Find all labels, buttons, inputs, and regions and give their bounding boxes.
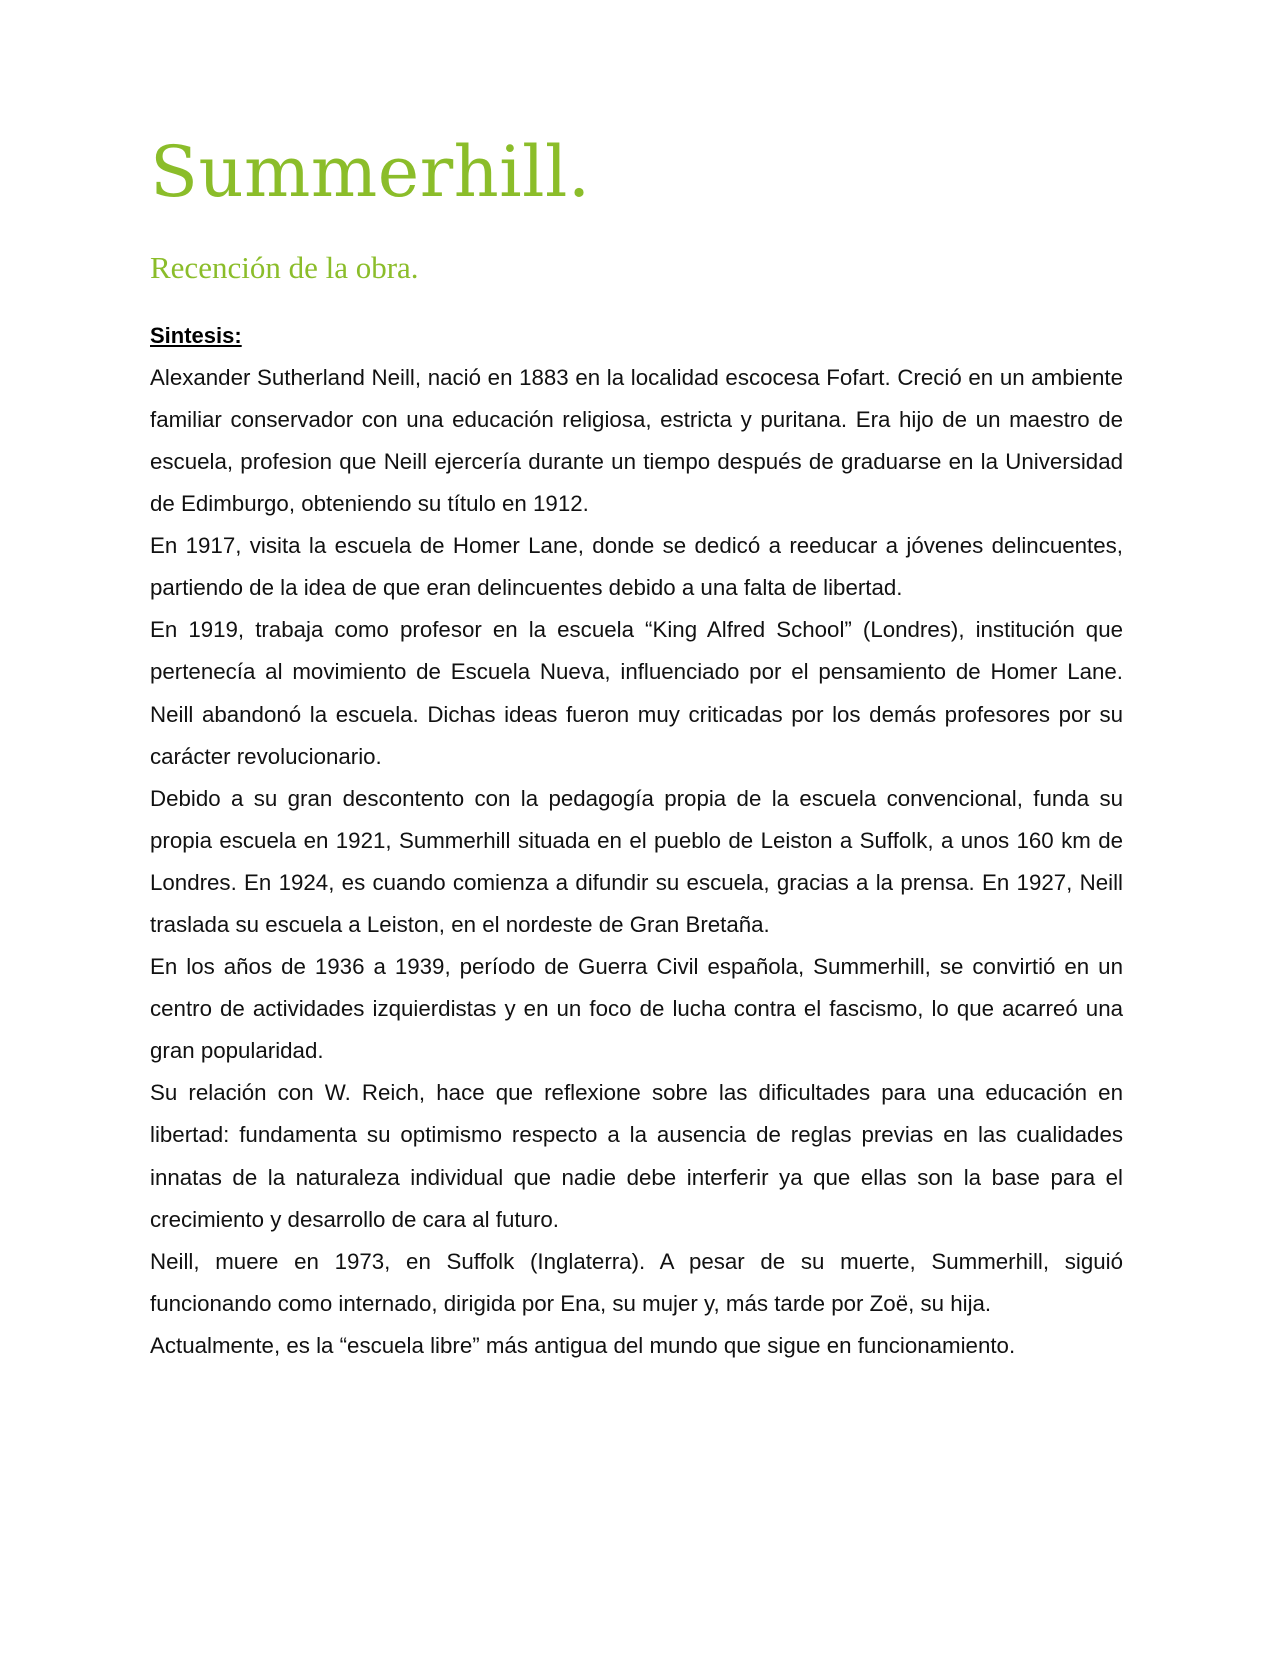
paragraph: En 1919, trabaja como profesor en la escuela “King Alfred School” (Londres), institución que pertenecía al movimiento de Escuela Nueva, influenciado por el pensamiento de Homer Lane. Neill abandonó la escuela. Dichas ideas fueron muy criticadas por los demás profesores por su carácter revolucionario. <box>150 617 1123 769</box>
paragraph: En los años de 1936 a 1939, período de Guerra Civil española, Summerhill, se convirtió en un centro de actividades izquierdistas y en un foco de lucha contra el fascismo, lo que acarreó una gran popularidad. <box>150 954 1123 1064</box>
paragraph: Su relación con W. Reich, hace que reflexione sobre las dificultades para una educación en libertad: fundamenta su optimismo respecto a la ausencia de reglas previas en las cualidades innatas de la naturaleza individual que nadie debe interferir ya que ellas son la base para el crecimiento y desarrollo de cara al futuro. <box>150 1080 1123 1232</box>
body-text <box>150 357 1123 1367</box>
document-page <box>150 130 1123 1367</box>
section-heading: Sintesis: <box>150 323 242 349</box>
document-subtitle: Recención de la obra. <box>150 250 419 285</box>
document-title: Summerhill. <box>150 131 591 213</box>
paragraph: Alexander Sutherland Neill, nació en 1883 en la localidad escocesa Fofart. Creció en un ambiente familiar conservador con una educación religiosa, estricta y puritana. Era hijo de un maestro de escuela, profesion que Neill ejercería durante un tiempo después de graduarse en la Universidad de Edimburgo, obteniendo su título en 1912. <box>150 364 1123 517</box>
paragraph: Neill, muere en 1973, en Suffolk (Inglaterra). A pesar de su muerte, Summerhill, siguió funcionando como internado, dirigida por Ena, su mujer y, más tarde por Zoë, su hija. <box>150 1248 1123 1316</box>
paragraph: Debido a su gran descontento con la pedagogía propia de la escuela convencional, funda su propia escuela en 1921, Summerhill situada en el pueblo de Leiston a Suffolk, a unos 160 km de Londres. En 1924, es cuando comienza a difundir su escuela, gracias a la prensa. En 1927, Neill traslada su escuela a Leiston, en el nordeste de Gran Bretaña. <box>150 785 1123 937</box>
paragraph: Actualmente, es la “escuela libre” más antigua del mundo que sigue en funcionamiento. <box>150 1332 1016 1358</box>
paragraph: En 1917, visita la escuela de Homer Lane, donde se dedicó a reeducar a jóvenes delincuentes, partiendo de la idea de que eran delincuentes debido a una falta de libertad. <box>150 533 1123 601</box>
